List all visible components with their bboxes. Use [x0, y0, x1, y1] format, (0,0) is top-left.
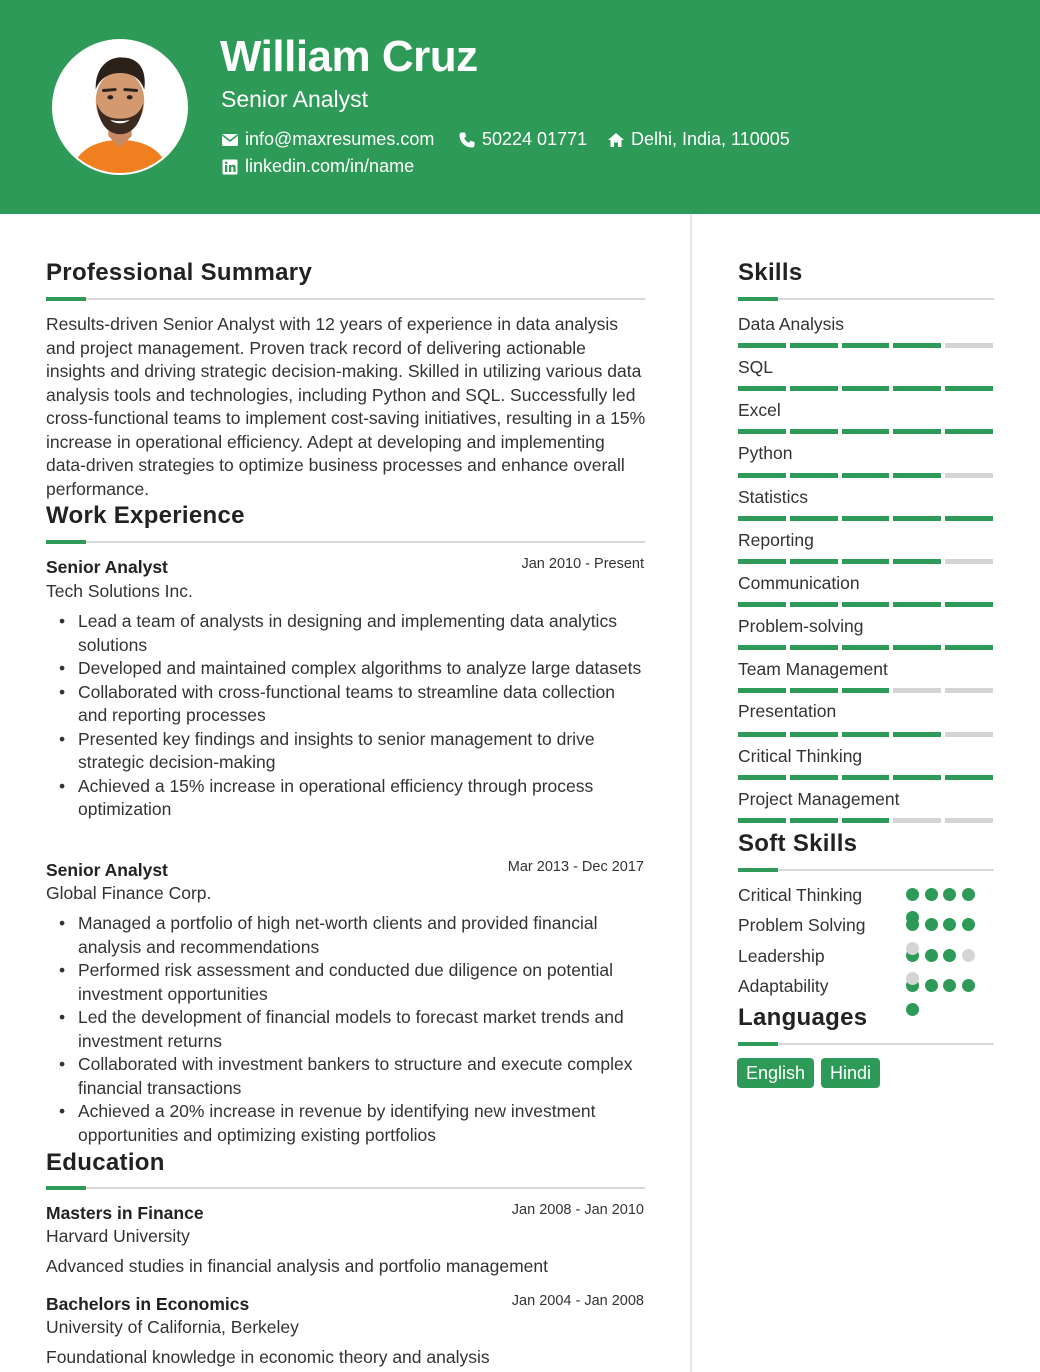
skill-level-segment [738, 473, 786, 478]
skill-level-segment [945, 645, 993, 650]
skill-level-segment [790, 429, 838, 434]
skill-name: SQL [738, 357, 774, 377]
job-bullets [46, 912, 646, 1147]
experience-rule [46, 541, 645, 543]
skill-level-segment [945, 559, 993, 564]
skill-level-segment [842, 602, 890, 607]
skill-level-segment [842, 343, 890, 348]
rating-dot [943, 918, 956, 931]
skill-level-segment [893, 473, 941, 478]
skill-level-segment [790, 602, 838, 607]
person-portrait-icon [54, 41, 186, 173]
skill-level-segment [738, 386, 786, 391]
skill-name: Team Management [738, 659, 888, 679]
skill-level-segment [945, 732, 993, 737]
list-item: • Managed a portfolio of high net-worth clients and provided financial analysis and recommendations [46, 912, 646, 959]
skill-level-segment [738, 775, 786, 780]
soft-skill-rating [906, 888, 976, 902]
skill-level-segment [893, 516, 941, 521]
list-item: • Achieved a 20% increase in revenue by identifying new investment opportunities and optimizing existing portfolios [46, 1100, 646, 1147]
summary-heading: Professional Summary [46, 259, 313, 286]
skill-level-segment [790, 473, 838, 478]
skill-level-segment [842, 775, 890, 780]
languages-heading: Languages [738, 1004, 868, 1031]
skill-level-segment [738, 429, 786, 434]
education-dates: Jan 2008 - Jan 2010 [511, 1202, 644, 1218]
column-divider [690, 214, 692, 1372]
skill-level-bar [738, 386, 993, 391]
skill-level-segment [893, 429, 941, 434]
skill-level-segment [790, 818, 838, 823]
skill-level-bar [738, 429, 993, 434]
skill-level-segment [893, 732, 941, 737]
candidate-name: William Cruz [220, 32, 478, 81]
rating-dot [906, 972, 919, 985]
linkedin-text: linkedin.com/in/name [245, 156, 415, 176]
skill-level-segment [945, 688, 993, 693]
job-dates: Jan 2010 - Present [521, 556, 644, 572]
skill-level-bar [738, 559, 993, 564]
skill-level-segment [893, 559, 941, 564]
job-company: Global Finance Corp. [46, 883, 212, 903]
degree-name: Masters in Finance [46, 1203, 204, 1223]
rating-dot [906, 911, 919, 924]
skill-level-segment [842, 688, 890, 693]
skill-level-segment [790, 386, 838, 391]
skill-level-segment [842, 818, 890, 823]
rating-dot [943, 979, 956, 992]
school-name: University of California, Berkeley [46, 1317, 299, 1337]
skill-level-segment [738, 343, 786, 348]
rating-dot [962, 918, 975, 931]
profile-photo [52, 39, 188, 175]
skill-level-segment [738, 516, 786, 521]
contact-phone[interactable] [458, 129, 587, 150]
skill-level-bar [738, 343, 993, 348]
summary-rule [46, 298, 645, 300]
list-item: • Lead a team of analysts in designing and implementing data analytics solutions [46, 610, 646, 657]
skill-level-segment [738, 645, 786, 650]
skill-level-segment [945, 516, 993, 521]
skill-name: Project Management [738, 789, 900, 809]
education-description: Advanced studies in financial analysis and portfolio management [46, 1256, 548, 1276]
skill-level-segment [842, 645, 890, 650]
skill-level-bar [738, 818, 993, 823]
rating-dot [906, 942, 919, 955]
rating-dot [943, 949, 956, 962]
skills-rule [738, 298, 994, 300]
linkedin-icon [221, 158, 239, 176]
skill-level-segment [945, 386, 993, 391]
skills-heading: Skills [738, 259, 803, 286]
list-item: • Collaborated with cross-functional teams to streamline data collection and reporting processes [46, 681, 646, 728]
skill-level-bar [738, 775, 993, 780]
skill-name: Communication [738, 573, 860, 593]
skill-level-segment [738, 559, 786, 564]
contact-email[interactable] [221, 129, 434, 150]
skill-level-segment [738, 688, 786, 693]
job-company: Tech Solutions Inc. [46, 581, 193, 601]
skill-name: Excel [738, 400, 781, 420]
phone-text: 50224 01771 [482, 129, 588, 149]
skill-level-segment [842, 429, 890, 434]
skill-level-bar [738, 602, 993, 607]
skill-level-bar [738, 688, 993, 693]
school-name: Harvard University [46, 1226, 190, 1246]
language-tag-hindi: Hindi [821, 1058, 880, 1088]
skill-level-segment [842, 386, 890, 391]
job-dates: Mar 2013 - Dec 2017 [507, 859, 644, 875]
skill-level-segment [790, 516, 838, 521]
list-item: • Performed risk assessment and conducted due diligence on potential investment opportunities [46, 959, 646, 1006]
skill-level-segment [893, 818, 941, 823]
list-item: • Collaborated with investment bankers to structure and execute complex financial transactions [46, 1053, 646, 1100]
candidate-title: Senior Analyst [221, 86, 369, 112]
skill-level-segment [893, 688, 941, 693]
summary-text: Results-driven Senior Analyst with 12 years of experience in data analysis and project management. Proven track record of delivering actionable insights and driving strategic decision-making. Skilled in utilizing various data analysis tools and technologies, including Python and SQL. Successfully led cross-functional teams to implement cost-saving initiatives, resulting in a 15% increase in operational efficiency. Adept at developing and implementing data-driven strategies to optimize business processes and enhance overall performance. [46, 314, 646, 499]
rating-dot [962, 949, 975, 962]
experience-heading: Work Experience [46, 502, 245, 529]
location-text: Delhi, India, 110005 [631, 129, 790, 149]
skill-name: Problem-solving [738, 616, 864, 636]
soft-skill-name: Problem Solving [738, 915, 866, 935]
list-item: • Presented key findings and insights to senior management to drive strategic decision-making [46, 728, 646, 775]
skill-level-segment [842, 516, 890, 521]
job-role: Senior Analyst [46, 860, 168, 880]
skill-level-segment [842, 732, 890, 737]
skill-name: Reporting [738, 530, 814, 550]
skill-level-segment [893, 602, 941, 607]
skill-name: Python [738, 443, 793, 463]
soft-skill-name: Leadership [738, 946, 825, 966]
list-item: • Developed and maintained complex algorithms to analyze large datasets [46, 657, 646, 681]
skill-level-segment [945, 602, 993, 607]
skill-level-segment [893, 645, 941, 650]
skill-level-segment [842, 473, 890, 478]
rating-dot [925, 949, 938, 962]
skill-level-bar [738, 473, 993, 478]
rating-dot [925, 888, 938, 901]
skill-name: Critical Thinking [738, 746, 863, 766]
skill-level-segment [790, 732, 838, 737]
skill-level-segment [945, 818, 993, 823]
skill-level-segment [738, 602, 786, 607]
skill-level-segment [893, 386, 941, 391]
degree-name: Bachelors in Economics [46, 1294, 250, 1314]
job-bullets [46, 610, 646, 822]
skill-level-bar [738, 516, 993, 521]
skill-level-segment [790, 688, 838, 693]
skill-level-segment [945, 429, 993, 434]
skill-level-segment [842, 559, 890, 564]
skill-level-segment [790, 559, 838, 564]
skill-level-segment [945, 775, 993, 780]
skill-level-segment [893, 343, 941, 348]
rating-dot [925, 918, 938, 931]
skill-level-bar [738, 645, 993, 650]
skill-level-segment [790, 645, 838, 650]
phone-icon [458, 131, 476, 149]
rating-dot [962, 888, 975, 901]
rating-dot [906, 1003, 919, 1016]
skill-level-segment [738, 732, 786, 737]
job-role: Senior Analyst [46, 557, 168, 577]
rating-dot [906, 888, 919, 901]
skill-level-segment [945, 343, 993, 348]
education-dates: Jan 2004 - Jan 2008 [511, 1293, 644, 1309]
skill-level-segment [790, 343, 838, 348]
home-icon [607, 131, 625, 149]
education-rule [46, 1187, 645, 1189]
list-item: • Led the development of financial models to forecast market trends and investment returns [46, 1006, 646, 1053]
skill-level-bar [738, 732, 993, 737]
soft-skill-name: Adaptability [738, 976, 829, 996]
skill-level-segment [945, 473, 993, 478]
skill-name: Presentation [738, 701, 837, 721]
envelope-icon [221, 131, 239, 149]
skill-level-segment [893, 775, 941, 780]
skill-level-segment [790, 775, 838, 780]
rating-dot [962, 979, 975, 992]
languages-rule [738, 1043, 994, 1045]
soft-skills-heading: Soft Skills [738, 830, 858, 857]
skill-name: Statistics [738, 487, 809, 507]
contact-linkedin[interactable] [221, 156, 414, 177]
list-item: • Achieved a 15% increase in operational efficiency through process optimization [46, 775, 646, 822]
education-heading: Education [46, 1149, 165, 1176]
soft-skills-rule [738, 869, 994, 871]
skill-level-segment [738, 818, 786, 823]
email-text: info@maxresumes.com [245, 129, 435, 149]
rating-dot [925, 979, 938, 992]
resume-header [0, 0, 1040, 214]
contact-location [607, 129, 790, 150]
skill-name: Data Analysis [738, 314, 845, 334]
education-description: Foundational knowledge in economic theory and analysis [46, 1347, 490, 1367]
soft-skill-name: Critical Thinking [738, 885, 863, 905]
language-tag-english: English [737, 1058, 814, 1088]
rating-dot [943, 888, 956, 901]
